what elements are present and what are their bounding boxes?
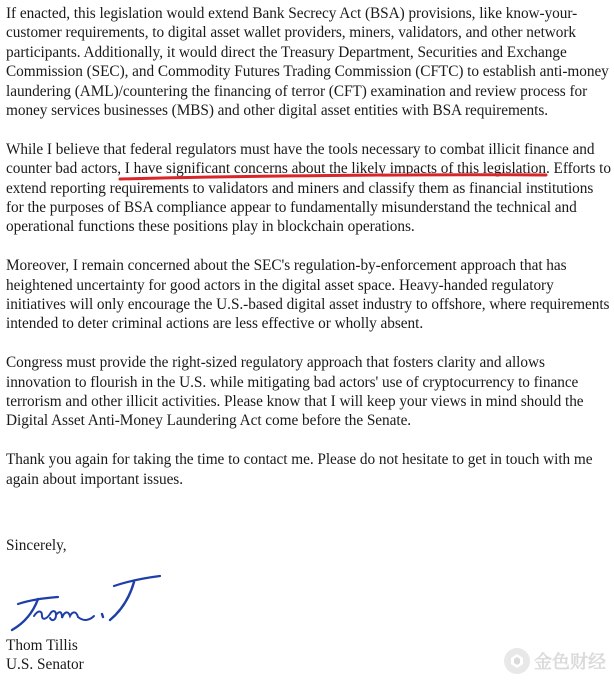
watermark-text: 金色财经	[534, 652, 606, 673]
paragraph-concerns-lead: While I believe that federal regulators must have the tools necessary to combat illicit finance and counter bad actors,	[6, 140, 595, 178]
paragraph-sec-enforcement: Moreover, I remain concerned about the SEC's regulation-by-enforcement approach that has heightened uncertainty for good actors in the digital asset space. Heavy-handed regulatory initiatives will only encourage the U.S.-based digital asset industry to offshore, where requirements intended to deter criminal actions are less effective or wholly absent.	[6, 257, 610, 333]
signer-name: Thom Tillis	[6, 637, 78, 654]
paragraph-concerns-rest: . Efforts to extend reporting requirements to validators and miners and classify them as financial institutions for the purposes of BSA compliance appear to fundamentally misunderstand the technical and operational functions these positions play in blockchain operations.	[6, 160, 611, 236]
signer-title: U.S. Senator	[6, 656, 84, 674]
highlighted-concern: I have significant concerns about the likely impacts of this legislation	[124, 160, 546, 178]
signer-block	[6, 636, 84, 675]
watermark	[504, 648, 606, 674]
letter-body	[6, 4, 612, 508]
watermark-logo-icon	[504, 648, 530, 674]
handwritten-signature	[4, 570, 164, 636]
paragraph-bsa-provisions: If enacted, this legislation would extend Bank Secrecy Act (BSA) provisions, like know-your-customer requirements, to digital asset wallet providers, miners, validators, and other network participants. Additionally, it would direct the Treasury Department, Securities and Exchange Commission (SEC), and Commodity Futures Trading Commission (CFTC) to establish anti-money laundering (AML)/countering the financing of terror (CFT) examination and review process for money services businesses (MBS) and other digital asset entities with BSA requirements.	[6, 5, 609, 120]
closing-salutation: Sincerely,	[6, 537, 67, 554]
paragraph-congress: Congress must provide the right-sized regulatory approach that fosters clarity and allows innovation to flourish in the U.S. while mitigating bad actors' use of cryptocurrency to finance terrorism and other illicit activities. Please know that I will keep your views in mind should the Digital Asset Anti-Money Laundering Act come before the Senate.	[6, 354, 584, 430]
paragraph-concerns	[6, 140, 612, 237]
paragraph-thank-you: Thank you again for taking the time to contact me. Please do not hesitate to get in touch with me again about important issues.	[6, 451, 593, 488]
